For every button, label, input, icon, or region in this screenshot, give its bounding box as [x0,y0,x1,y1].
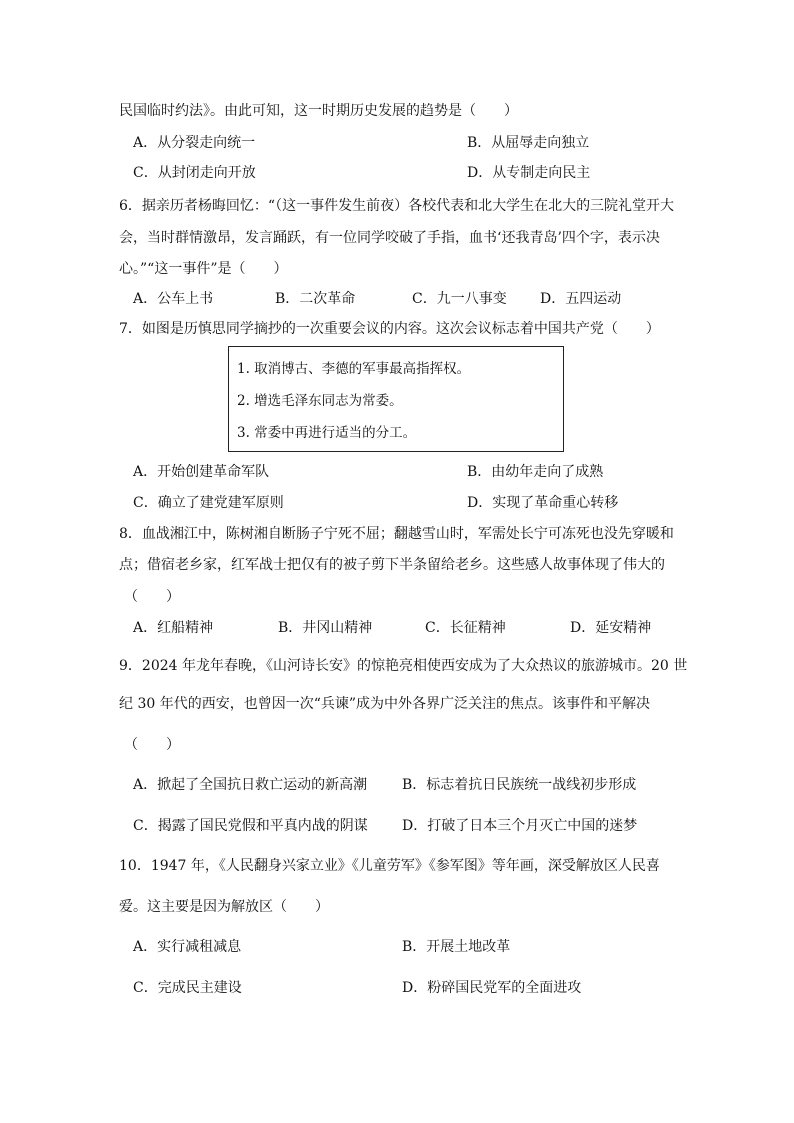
q8-option-c: C．长征精神 [425,620,506,636]
q10-stem-line-2: 爱。这主要是因为解放区（ ） [119,899,329,915]
q7-option-a: A．开始创建革命军队 [133,464,270,480]
q8-option-a: A．红船精神 [133,620,214,636]
q7-option-b: B．由幼年走向了成熟 [467,464,604,480]
q5-option-c: C．从封闭走向开放 [133,165,256,181]
q5-option-b: B．从屈辱走向独立 [467,135,590,151]
q7-option-c: C．确立了建党建军原则 [133,495,284,511]
q10-option-c: C．完成民主建设 [133,980,242,996]
q10-option-b: B．开展土地改革 [402,939,511,955]
q6-stem-line-3: 心。”“这一事件”是（ ） [119,261,288,277]
q6-option-a: A．公车上书 [133,291,214,307]
q6-stem-line-2: 会，当时群情激昂，发言踊跃，有一位同学咬破了手指，血书‘还我青岛’四个字，表示决 [119,230,660,246]
q9-option-a: A．掀起了全国抗日救亡运动的新高潮 [133,777,368,793]
q5-option-d: D．从专制走向民主 [467,165,591,181]
q8-option-d: D．延安精神 [570,620,652,636]
q9-stem-line-2: 纪 30 年代的西安，也曾因一次“兵谏”成为中外各界广泛关注的焦点。该事件和平解决 [119,696,651,712]
q7-option-d: D．实现了革命重心转移 [467,495,619,511]
q10-stem-line-1: 10．1947 年，《人民翻身兴家立业》《儿童劳军》《参军图》等年画，深受解放区人民喜 [119,858,660,874]
q10-option-a: A．实行减租减息 [133,939,242,955]
q9-option-b: B．标志着抗日民族统一战线初步形成 [402,777,637,793]
meeting-content-box [228,346,564,452]
meeting-item-1: 1. 取消博古、李德的军事最高指挥权。 [237,361,471,377]
q8-option-b: B．井冈山精神 [278,620,373,636]
q5-stem-tail: 民国临时约法》。由此可知，这一时期历史发展的趋势是（ ） [119,103,518,119]
q9-option-c: C．揭露了国民党假和平真内战的阴谋 [133,818,368,834]
meeting-item-3: 3. 常委中再进行适当的分工。 [237,425,417,441]
q7-stem: 7．如图是历慎思同学摘抄的一次重要会议的内容。这次会议标志着中国共产党（ ） [119,321,660,337]
q8-stem-line-1: 8．血战湘江中，陈树湘自断肠子宁死不屈；翻越雪山时，军需处长宁可冻死也没先穿暖和 [119,526,674,542]
q6-stem-line-1: 6．据亲历者杨晦回忆：“（这一事件发生前夜）各校代表和北大学生在北大的三院礼堂开大 [119,198,675,214]
q9-option-d: D．打破了日本三个月灭亡中国的迷梦 [402,818,638,834]
meeting-item-2: 2. 增选毛泽东同志为常委。 [237,393,403,409]
q9-stem-line-3: （ ） [124,737,180,753]
q8-stem-line-3: （ ） [124,589,180,605]
q8-stem-line-2: 点；借宿老乡家，红军战士把仅有的被子剪下半条留给老乡。这些感人故事体现了伟大的 [119,557,665,573]
q6-option-d: D．五四运动 [540,291,622,307]
q6-option-b: B．二次革命 [275,291,356,307]
q9-stem-line-1: 9．2024 年龙年春晚，《山河诗长安》的惊艳亮相使西安成为了大众热议的旅游城市。20 世 [119,658,688,674]
q6-option-c: C．九一八事变 [412,291,507,307]
q10-option-d: D．粉碎国民党军的全面进攻 [402,980,582,996]
q5-option-a: A．从分裂走向统一 [133,135,256,151]
